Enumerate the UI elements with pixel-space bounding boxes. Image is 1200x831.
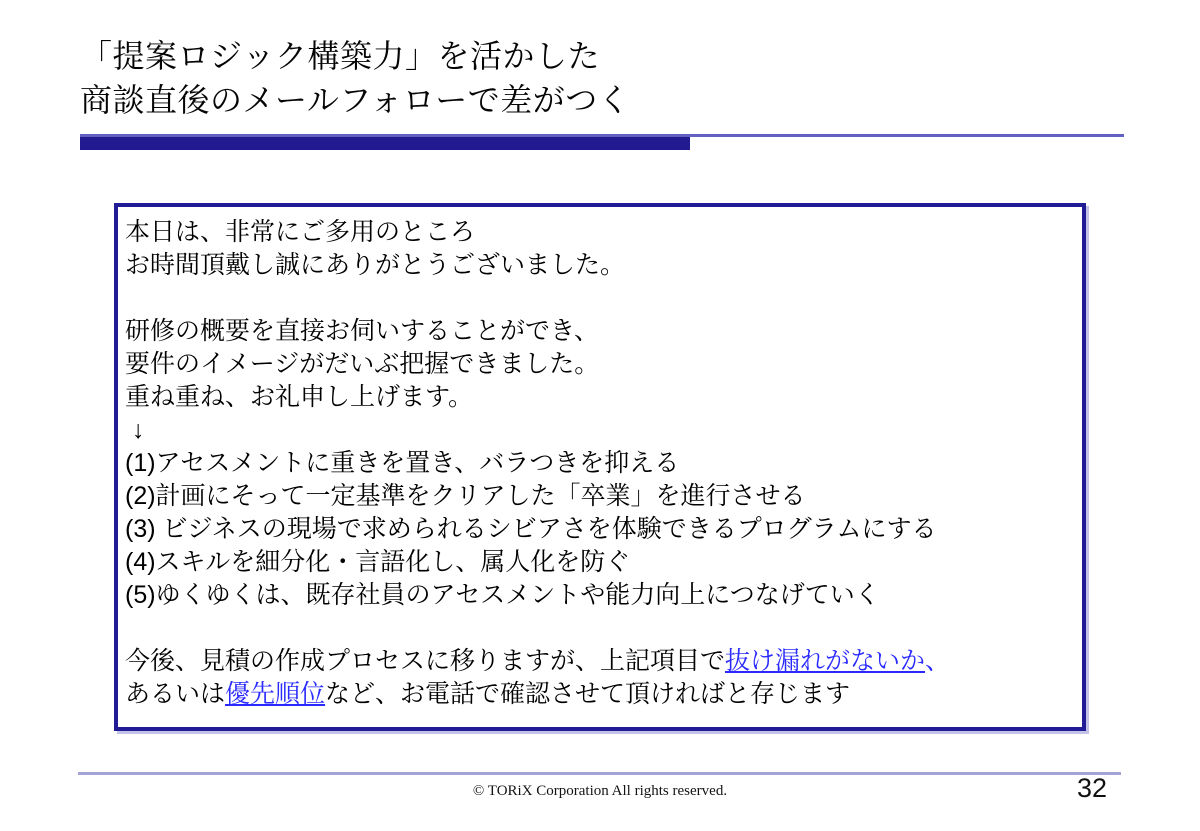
title-rule bbox=[80, 134, 1124, 150]
email-quote-box bbox=[114, 203, 1086, 731]
text-segment: (4)スキルを細分化・言語化し、属人化を防ぐ bbox=[125, 548, 631, 576]
page-title-line-2: 商談直後のメールフォローで差がつく bbox=[80, 82, 631, 118]
email-line bbox=[125, 645, 1074, 678]
text-segment: あるいは bbox=[125, 680, 226, 708]
email-line bbox=[125, 612, 1074, 645]
email-line bbox=[125, 447, 1074, 480]
text-segment: お時間頂戴し誠にありがとうございました。 bbox=[125, 251, 626, 279]
text-segment: 重ね重ね、お礼申し上げます。 bbox=[125, 383, 474, 411]
text-segment: (5)ゆくゆくは、既存社員のアセスメントや能力向上につなげていく bbox=[125, 581, 880, 609]
text-segment: 本日は、非常にご多用のところ bbox=[125, 218, 476, 246]
footer-divider-line bbox=[78, 772, 1121, 775]
email-line bbox=[125, 546, 1074, 579]
email-line bbox=[125, 348, 1074, 381]
page-number: 32 bbox=[1077, 773, 1108, 803]
email-line bbox=[125, 315, 1074, 348]
text-segment: ↓ bbox=[125, 416, 145, 444]
email-line bbox=[125, 414, 1074, 447]
text-segment: (3) ビジネスの現場で求められるシビアさを体験できるプログラムにする bbox=[125, 515, 937, 543]
email-line bbox=[125, 249, 1074, 282]
text-segment: (2)計画にそって一定基準をクリアした「卒業」を進行させる bbox=[125, 482, 806, 510]
page-title bbox=[80, 34, 630, 122]
email-line bbox=[125, 513, 1074, 546]
email-line bbox=[125, 282, 1074, 315]
email-line bbox=[125, 678, 1074, 711]
text-segment: (1)アセスメントに重きを置き、バラつきを抑える bbox=[125, 449, 680, 477]
email-line bbox=[125, 480, 1074, 513]
title-accent-bar bbox=[80, 137, 690, 150]
text-segment: など、お電話で確認させて頂ければと存じます bbox=[325, 680, 851, 708]
copyright-text: © TORiX Corporation All rights reserved. bbox=[472, 783, 728, 799]
text-segment: 要件のイメージがだいぶ把握できました。 bbox=[125, 350, 600, 378]
email-line bbox=[125, 216, 1074, 249]
blue-punctuation: 、 bbox=[925, 647, 951, 675]
email-line bbox=[125, 579, 1074, 612]
email-line bbox=[125, 381, 1074, 414]
inline-link[interactable]: 優先順位 bbox=[225, 680, 326, 708]
text-segment: 研修の概要を直接お伺いすることができ、 bbox=[125, 317, 600, 345]
text-segment: 今後、見積の作成プロセスに移りますが、上記項目で bbox=[125, 647, 726, 675]
page-title-line-1: 「提案ロジック構築力」を活かした bbox=[80, 38, 601, 74]
inline-link[interactable]: 抜け漏れがないか bbox=[725, 647, 926, 675]
